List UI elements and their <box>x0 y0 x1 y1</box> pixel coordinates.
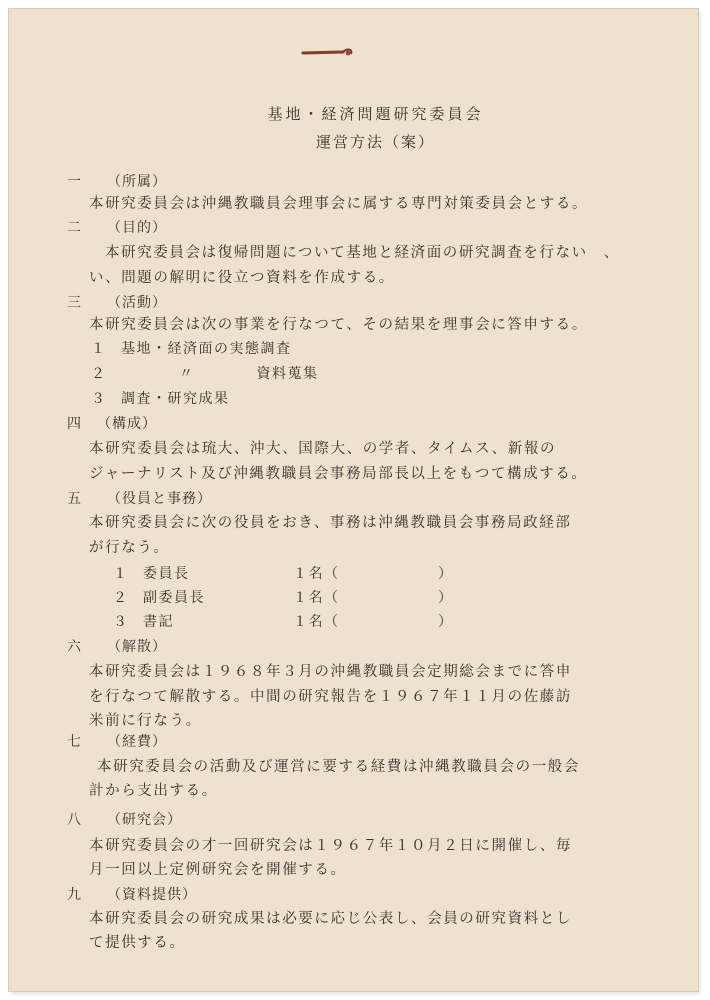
section-heading <box>67 731 167 751</box>
role-count: １名（ <box>293 566 340 582</box>
section-heading <box>67 413 157 433</box>
list-item-number: ３ <box>91 391 107 407</box>
document-subtitle: 運営方法（案） <box>315 133 435 151</box>
section-title: （資料提供） <box>107 887 197 903</box>
body-line: 本研究委員会の研究成果は必要に応じ公表し、会員の研究資料とし <box>89 911 572 927</box>
body-line: 計から支出する。 <box>89 783 218 799</box>
section-title: （研究会） <box>107 812 182 828</box>
role-row <box>113 587 454 607</box>
body-line: 本研究委員会は琉大、沖大、国際大、の学者、タイムス、新報の <box>89 441 557 457</box>
role-row <box>113 563 454 583</box>
section-number: 一 <box>67 174 82 190</box>
list-item <box>91 363 319 383</box>
role-title: 書記 <box>143 614 174 630</box>
section-number: 五 <box>67 491 82 507</box>
body-line: が行なう。 <box>89 540 170 556</box>
section-heading <box>67 171 167 191</box>
body-line: を行なつて解散する。中間の研究報告を１９６７年１１月の佐藤訪 <box>89 689 572 705</box>
list-item <box>91 388 230 408</box>
section-number: 七 <box>67 734 82 750</box>
body-line: 本研究委員会は復帰問題について基地と経済面の研究調査を行ない 、 <box>105 245 620 261</box>
body-line: 米前に行なう。 <box>89 713 202 729</box>
body-line: 本研究委員会は１９６８年３月の沖縄教職員会定期総会までに答申 <box>89 664 572 680</box>
section-title: （役員と事務） <box>107 491 212 507</box>
section-title: （活動） <box>107 295 167 311</box>
body-line: 月一回以上定例研究会を開催する。 <box>89 862 347 878</box>
body-line: 本研究委員会は沖縄教職員会理事会に属する専門対策委員会とする。 <box>89 196 589 212</box>
section-title: （経費） <box>107 734 167 750</box>
section-title: （目的） <box>107 220 167 236</box>
body-line: 本研究委員会に次の役員をおき、事務は沖縄教職員会事務局政経部 <box>89 515 572 531</box>
section-number: 四 <box>67 416 82 432</box>
section-number: 九 <box>67 887 82 903</box>
section-heading <box>67 217 167 237</box>
body-line: 本研究委員会の才一回研究会は１９６７年１０月２日に開催し、毎 <box>89 838 572 854</box>
role-number: ３ <box>113 614 129 630</box>
body-line: い、問題の解明に役立つ資料を作成する。 <box>89 270 395 286</box>
section-title: （解散） <box>107 639 167 655</box>
role-title: 委員長 <box>143 566 190 582</box>
document-page <box>9 9 698 991</box>
role-count: １名（ <box>293 590 340 606</box>
body-line: て提供する。 <box>89 935 186 951</box>
section-number: 二 <box>67 220 82 236</box>
list-item-text: 調査・研究成果 <box>121 391 230 407</box>
document-title: 基地・経済問題研究委員会 <box>267 105 484 123</box>
role-close: ） <box>438 590 454 606</box>
section-title: （構成） <box>97 416 157 432</box>
list-item-number: ２ <box>91 366 107 382</box>
section-heading <box>67 488 212 508</box>
list-item-number: １ <box>91 341 107 357</box>
role-close: ） <box>438 614 454 630</box>
section-heading <box>67 884 197 904</box>
role-title: 副委員長 <box>143 590 205 606</box>
section-number: 六 <box>67 639 82 655</box>
list-item <box>91 338 292 358</box>
body-line: 本研究委員会の活動及び運営に要する経費は沖縄教職員会の一般会 <box>97 759 580 775</box>
role-close: ） <box>438 566 454 582</box>
list-item-text: 〃 資料蒐集 <box>179 366 319 382</box>
section-heading <box>67 809 182 829</box>
body-line: 本研究委員会は次の事業を行なつて、その結果を理事会に答申する。 <box>89 317 588 333</box>
staple-mark <box>299 46 357 58</box>
section-heading <box>67 292 167 312</box>
section-title: （所属） <box>107 174 167 190</box>
section-number: 三 <box>67 295 82 311</box>
section-heading <box>67 636 167 656</box>
role-row <box>113 611 454 631</box>
role-count: １名（ <box>293 614 340 630</box>
role-number: １ <box>113 566 129 582</box>
role-number: ２ <box>113 590 129 606</box>
section-number: 八 <box>67 812 82 828</box>
body-line: ジャーナリスト及び沖縄教職員会事務局部長以上をもつて構成する。 <box>89 466 588 482</box>
list-item-text: 基地・経済面の実態調査 <box>121 341 292 357</box>
